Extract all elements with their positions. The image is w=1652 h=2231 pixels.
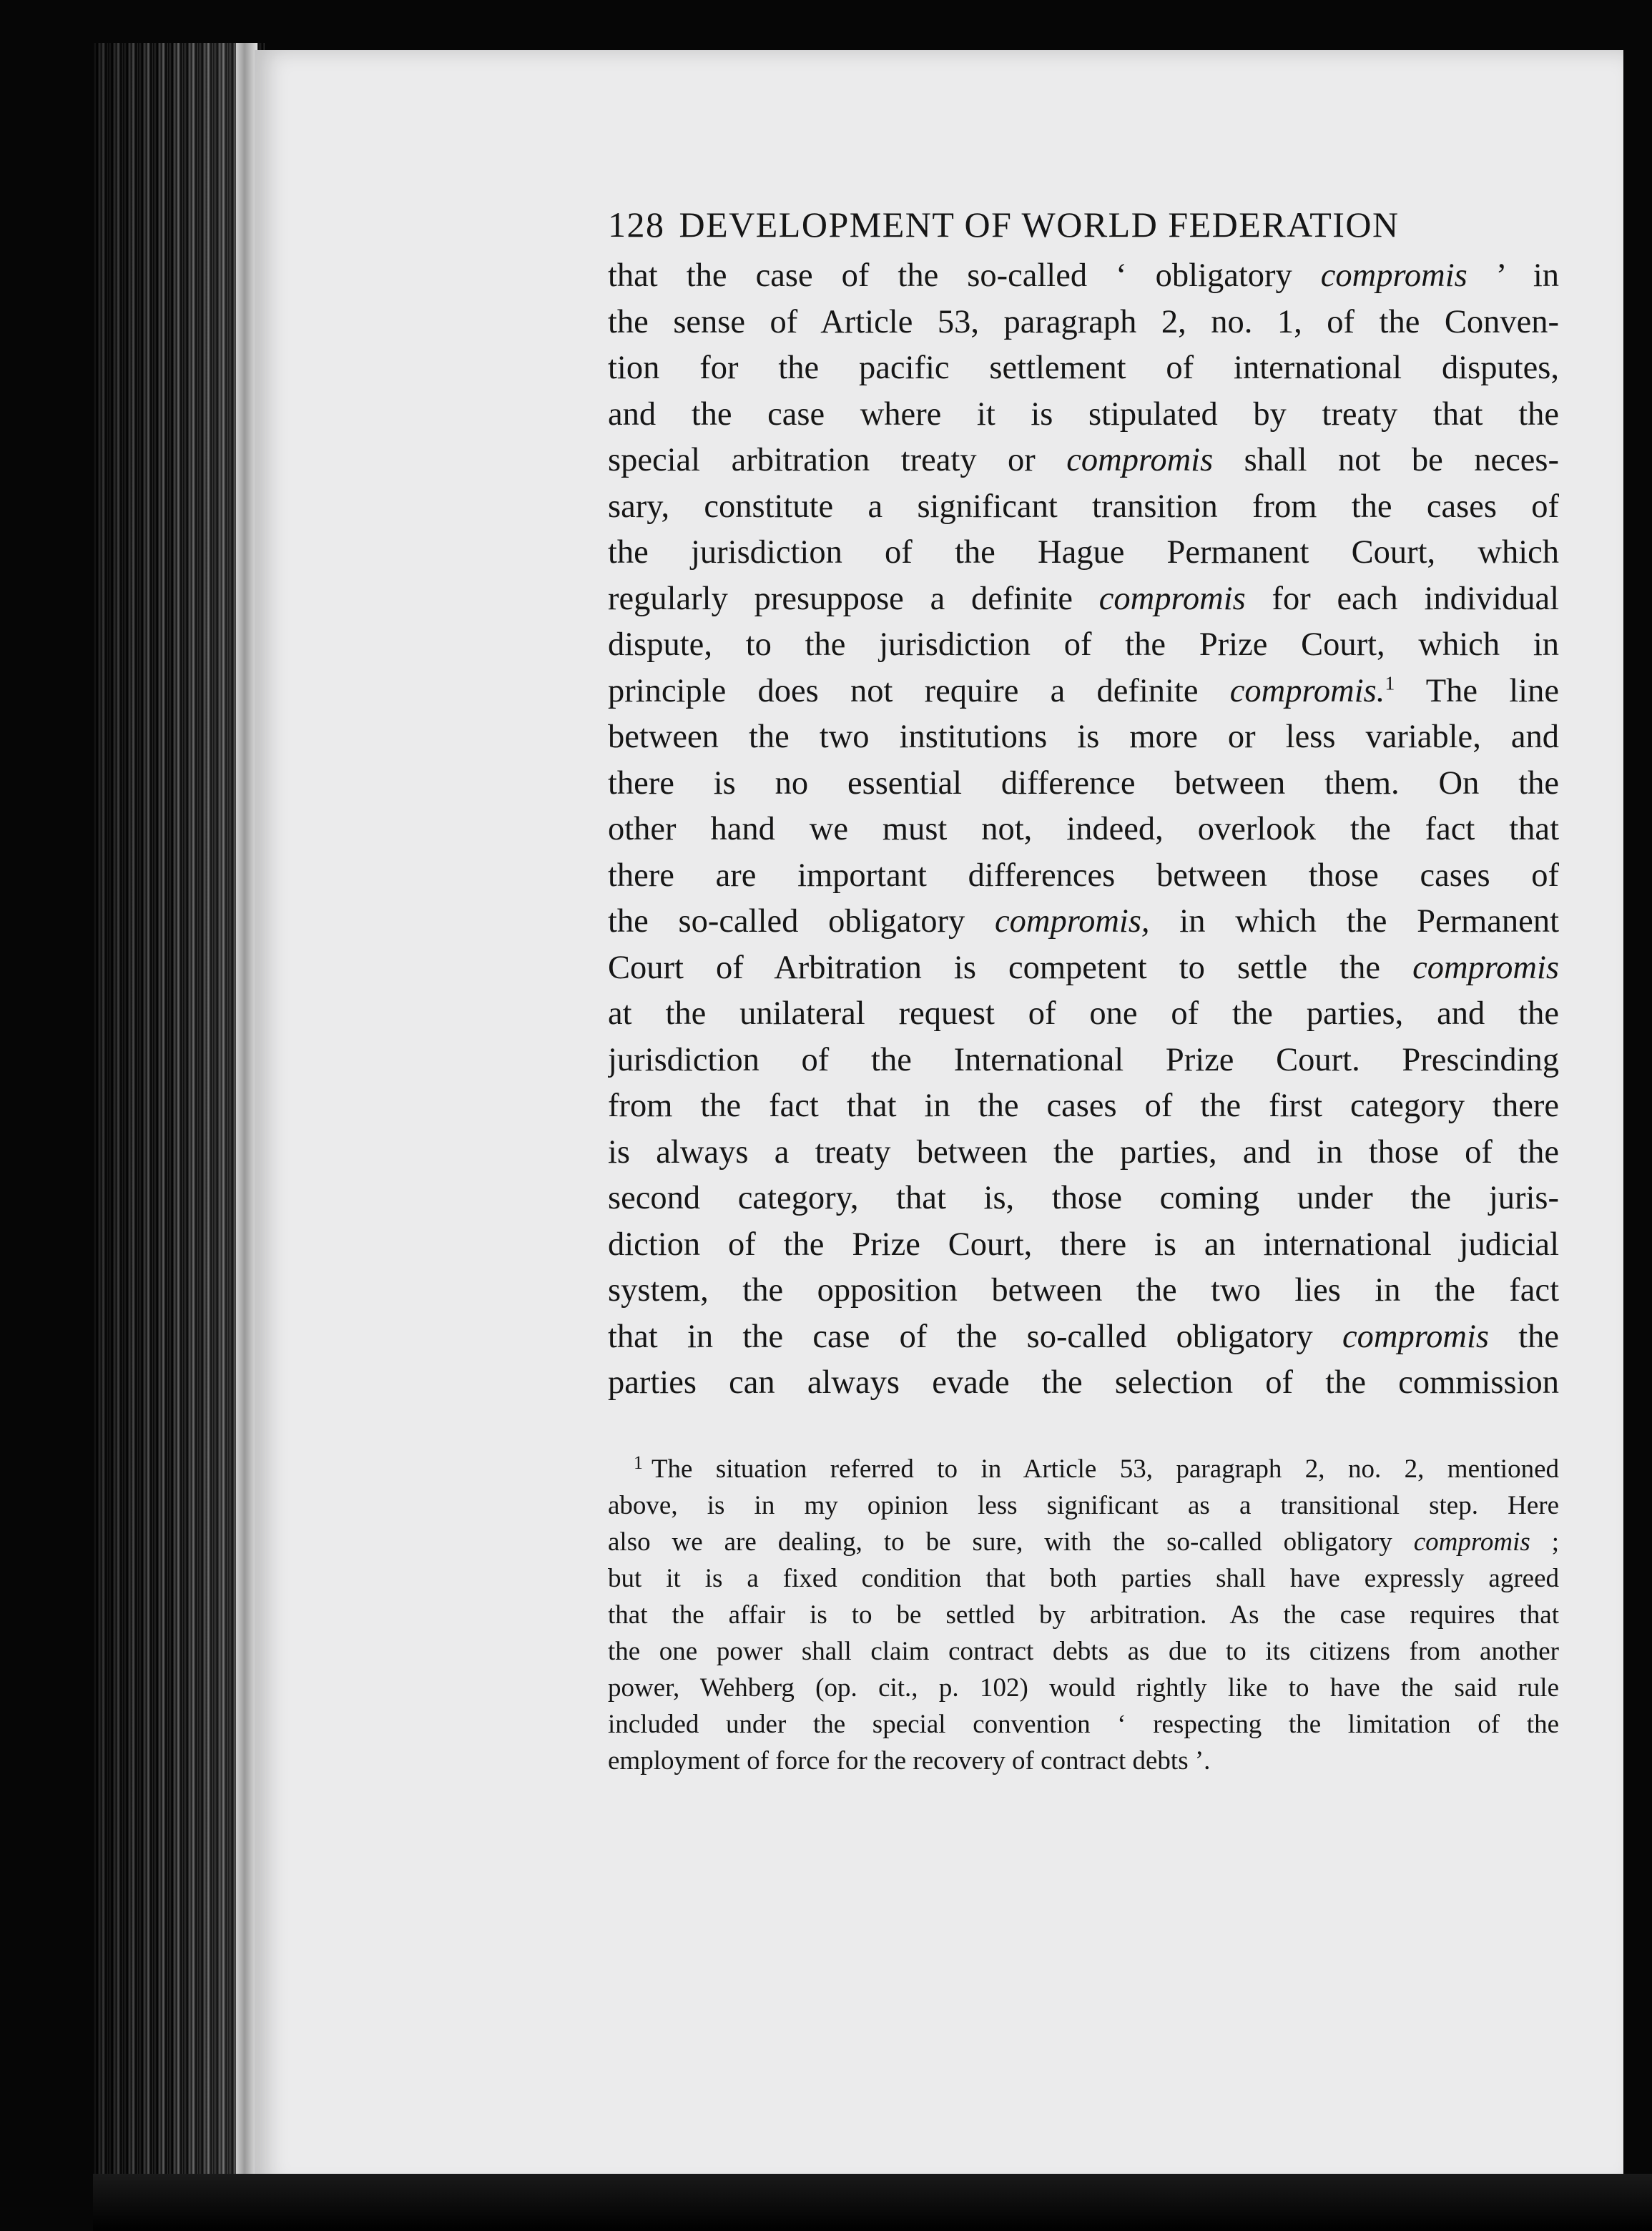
body-line bbox=[608, 345, 1559, 392]
text-run: the one power shall claim contract debts as due to its citizens from another bbox=[608, 1636, 1559, 1666]
body-line bbox=[608, 899, 1559, 945]
text-run: from the fact that in the cases of the first category there bbox=[608, 1088, 1559, 1124]
body-line bbox=[608, 1360, 1559, 1407]
body-line bbox=[608, 300, 1559, 346]
italic-term: compromis bbox=[1098, 580, 1246, 617]
body-line bbox=[608, 530, 1559, 576]
footnote-line bbox=[608, 1670, 1559, 1706]
italic-term: compromis. bbox=[1229, 672, 1385, 709]
text-run: jurisdiction of the International Prize Court. Prescinding bbox=[608, 1041, 1559, 1078]
text-run: system, the opposition between the two lies in the fact bbox=[608, 1272, 1559, 1309]
text-run: also we are dealing, to be sure, with the so-called obligatory bbox=[608, 1527, 1414, 1557]
text-run: is always a treaty between the parties, and in those of the bbox=[608, 1133, 1559, 1171]
text-run: employment of force for the recovery of contract debts ’. bbox=[608, 1745, 1211, 1776]
footnote-line bbox=[608, 1524, 1559, 1560]
text-run: that in the case of the so-called obligatory bbox=[608, 1318, 1343, 1355]
italic-term: compromis bbox=[1413, 1527, 1530, 1557]
text-run: above, is in my opinion less significant as a transitional step. Here bbox=[608, 1490, 1559, 1520]
text-run: in which the Permanent bbox=[1149, 903, 1559, 940]
body-line bbox=[608, 1083, 1559, 1130]
footnote-marker: 1 bbox=[634, 1452, 643, 1473]
text-run: for each individual bbox=[1245, 580, 1559, 617]
body-line bbox=[608, 1268, 1559, 1314]
body-line bbox=[608, 622, 1559, 669]
body-line bbox=[608, 484, 1559, 531]
body-line bbox=[608, 1038, 1559, 1084]
text-run: other hand we must not, indeed, overlook the fact that bbox=[608, 811, 1559, 847]
footnote-line bbox=[608, 1743, 1559, 1779]
bottom-shadow bbox=[93, 2174, 1652, 2231]
body-line bbox=[608, 853, 1559, 900]
text-run: dispute, to the jurisdiction of the Prize Court, which in bbox=[608, 626, 1559, 663]
text-run: The situation referred to in Article 53, paragraph 2, no. 2, mentioned bbox=[651, 1454, 1559, 1484]
body-line bbox=[608, 438, 1559, 484]
body-line bbox=[608, 761, 1559, 807]
text-run: shall not be neces- bbox=[1213, 442, 1559, 478]
running-title: DEVELOPMENT OF WORLD FEDERATION bbox=[679, 205, 1400, 245]
body-line bbox=[608, 1314, 1559, 1361]
text-run: ; bbox=[1530, 1527, 1559, 1557]
text-run: and the case where it is stipulated by treaty that the bbox=[608, 395, 1559, 433]
body-line bbox=[608, 807, 1559, 853]
body-line bbox=[608, 392, 1559, 438]
text-run: that the case of the so-called ‘ obligatory bbox=[608, 257, 1321, 294]
footnote-line bbox=[608, 1597, 1559, 1633]
text-run: tion for the pacific settlement of international disputes, bbox=[608, 350, 1559, 386]
text-run: principle does not require a definite bbox=[608, 672, 1230, 709]
body-line bbox=[608, 1130, 1559, 1176]
text-run: The line bbox=[1395, 672, 1559, 709]
text-run: second category, that is, those coming under the juris- bbox=[608, 1180, 1559, 1216]
text-run: there is no essential difference between them. On the bbox=[608, 764, 1559, 802]
body-line bbox=[608, 945, 1559, 992]
footnote-line bbox=[608, 1706, 1559, 1743]
text-run: at the unilateral request of one of the parties, and the bbox=[608, 995, 1559, 1032]
text-run: ’ in bbox=[1467, 257, 1559, 294]
text-run: regularly presuppose a definite bbox=[608, 580, 1099, 617]
body-line bbox=[608, 669, 1559, 715]
text-run: parties can always evade the selection of the commission bbox=[608, 1364, 1559, 1401]
footnote-line bbox=[608, 1487, 1559, 1524]
text-run: power, Wehberg (op. cit., p. 102) would rightly like to have the said rule bbox=[608, 1673, 1559, 1703]
text-run: that the affair is to be settled by arbitration. As the case requires that bbox=[608, 1600, 1559, 1630]
text-run: the sense of Article 53, paragraph 2, no. 1, of the Conven- bbox=[608, 303, 1559, 340]
text-run: the bbox=[1488, 1318, 1559, 1355]
italic-term: compromis, bbox=[995, 903, 1150, 940]
text-run: between the two institutions is more or less variable, and bbox=[608, 719, 1559, 755]
running-head bbox=[608, 202, 1559, 247]
text-block bbox=[608, 202, 1559, 1779]
italic-term: compromis bbox=[1320, 257, 1467, 294]
page-number: 128 bbox=[608, 205, 665, 245]
text-run: sary, constitute a significant transition from the cases of bbox=[608, 488, 1559, 525]
body-line bbox=[608, 714, 1559, 761]
text-run: the jurisdiction of the Hague Permanent Court, which bbox=[608, 534, 1559, 571]
text-run: diction of the Prize Court, there is an international judicial bbox=[608, 1226, 1559, 1263]
text-run: included under the special convention ‘ respecting the limitation of the bbox=[608, 1709, 1559, 1739]
footnote-line bbox=[608, 1633, 1559, 1670]
italic-term: compromis bbox=[1066, 442, 1214, 478]
footnote-line bbox=[608, 1451, 1559, 1487]
footnote-line bbox=[608, 1560, 1559, 1597]
body-line bbox=[608, 253, 1559, 300]
text-run: Court of Arbitration is competent to settle the bbox=[608, 949, 1413, 986]
text-run: the so-called obligatory bbox=[608, 903, 995, 940]
body-line bbox=[608, 1222, 1559, 1269]
text-run: special arbitration treaty or bbox=[608, 442, 1067, 478]
footnote-reference: 1 bbox=[1385, 671, 1395, 694]
body-text bbox=[608, 253, 1559, 1407]
text-run: there are important differences between those cases of bbox=[608, 857, 1559, 894]
body-line bbox=[608, 576, 1559, 623]
italic-term: compromis bbox=[1412, 949, 1559, 986]
italic-term: compromis bbox=[1342, 1318, 1489, 1355]
text-run: but it is a fixed condition that both parties shall have expressly agreed bbox=[608, 1563, 1559, 1593]
body-line bbox=[608, 991, 1559, 1038]
body-line bbox=[608, 1176, 1559, 1222]
footnote-block bbox=[608, 1451, 1559, 1779]
